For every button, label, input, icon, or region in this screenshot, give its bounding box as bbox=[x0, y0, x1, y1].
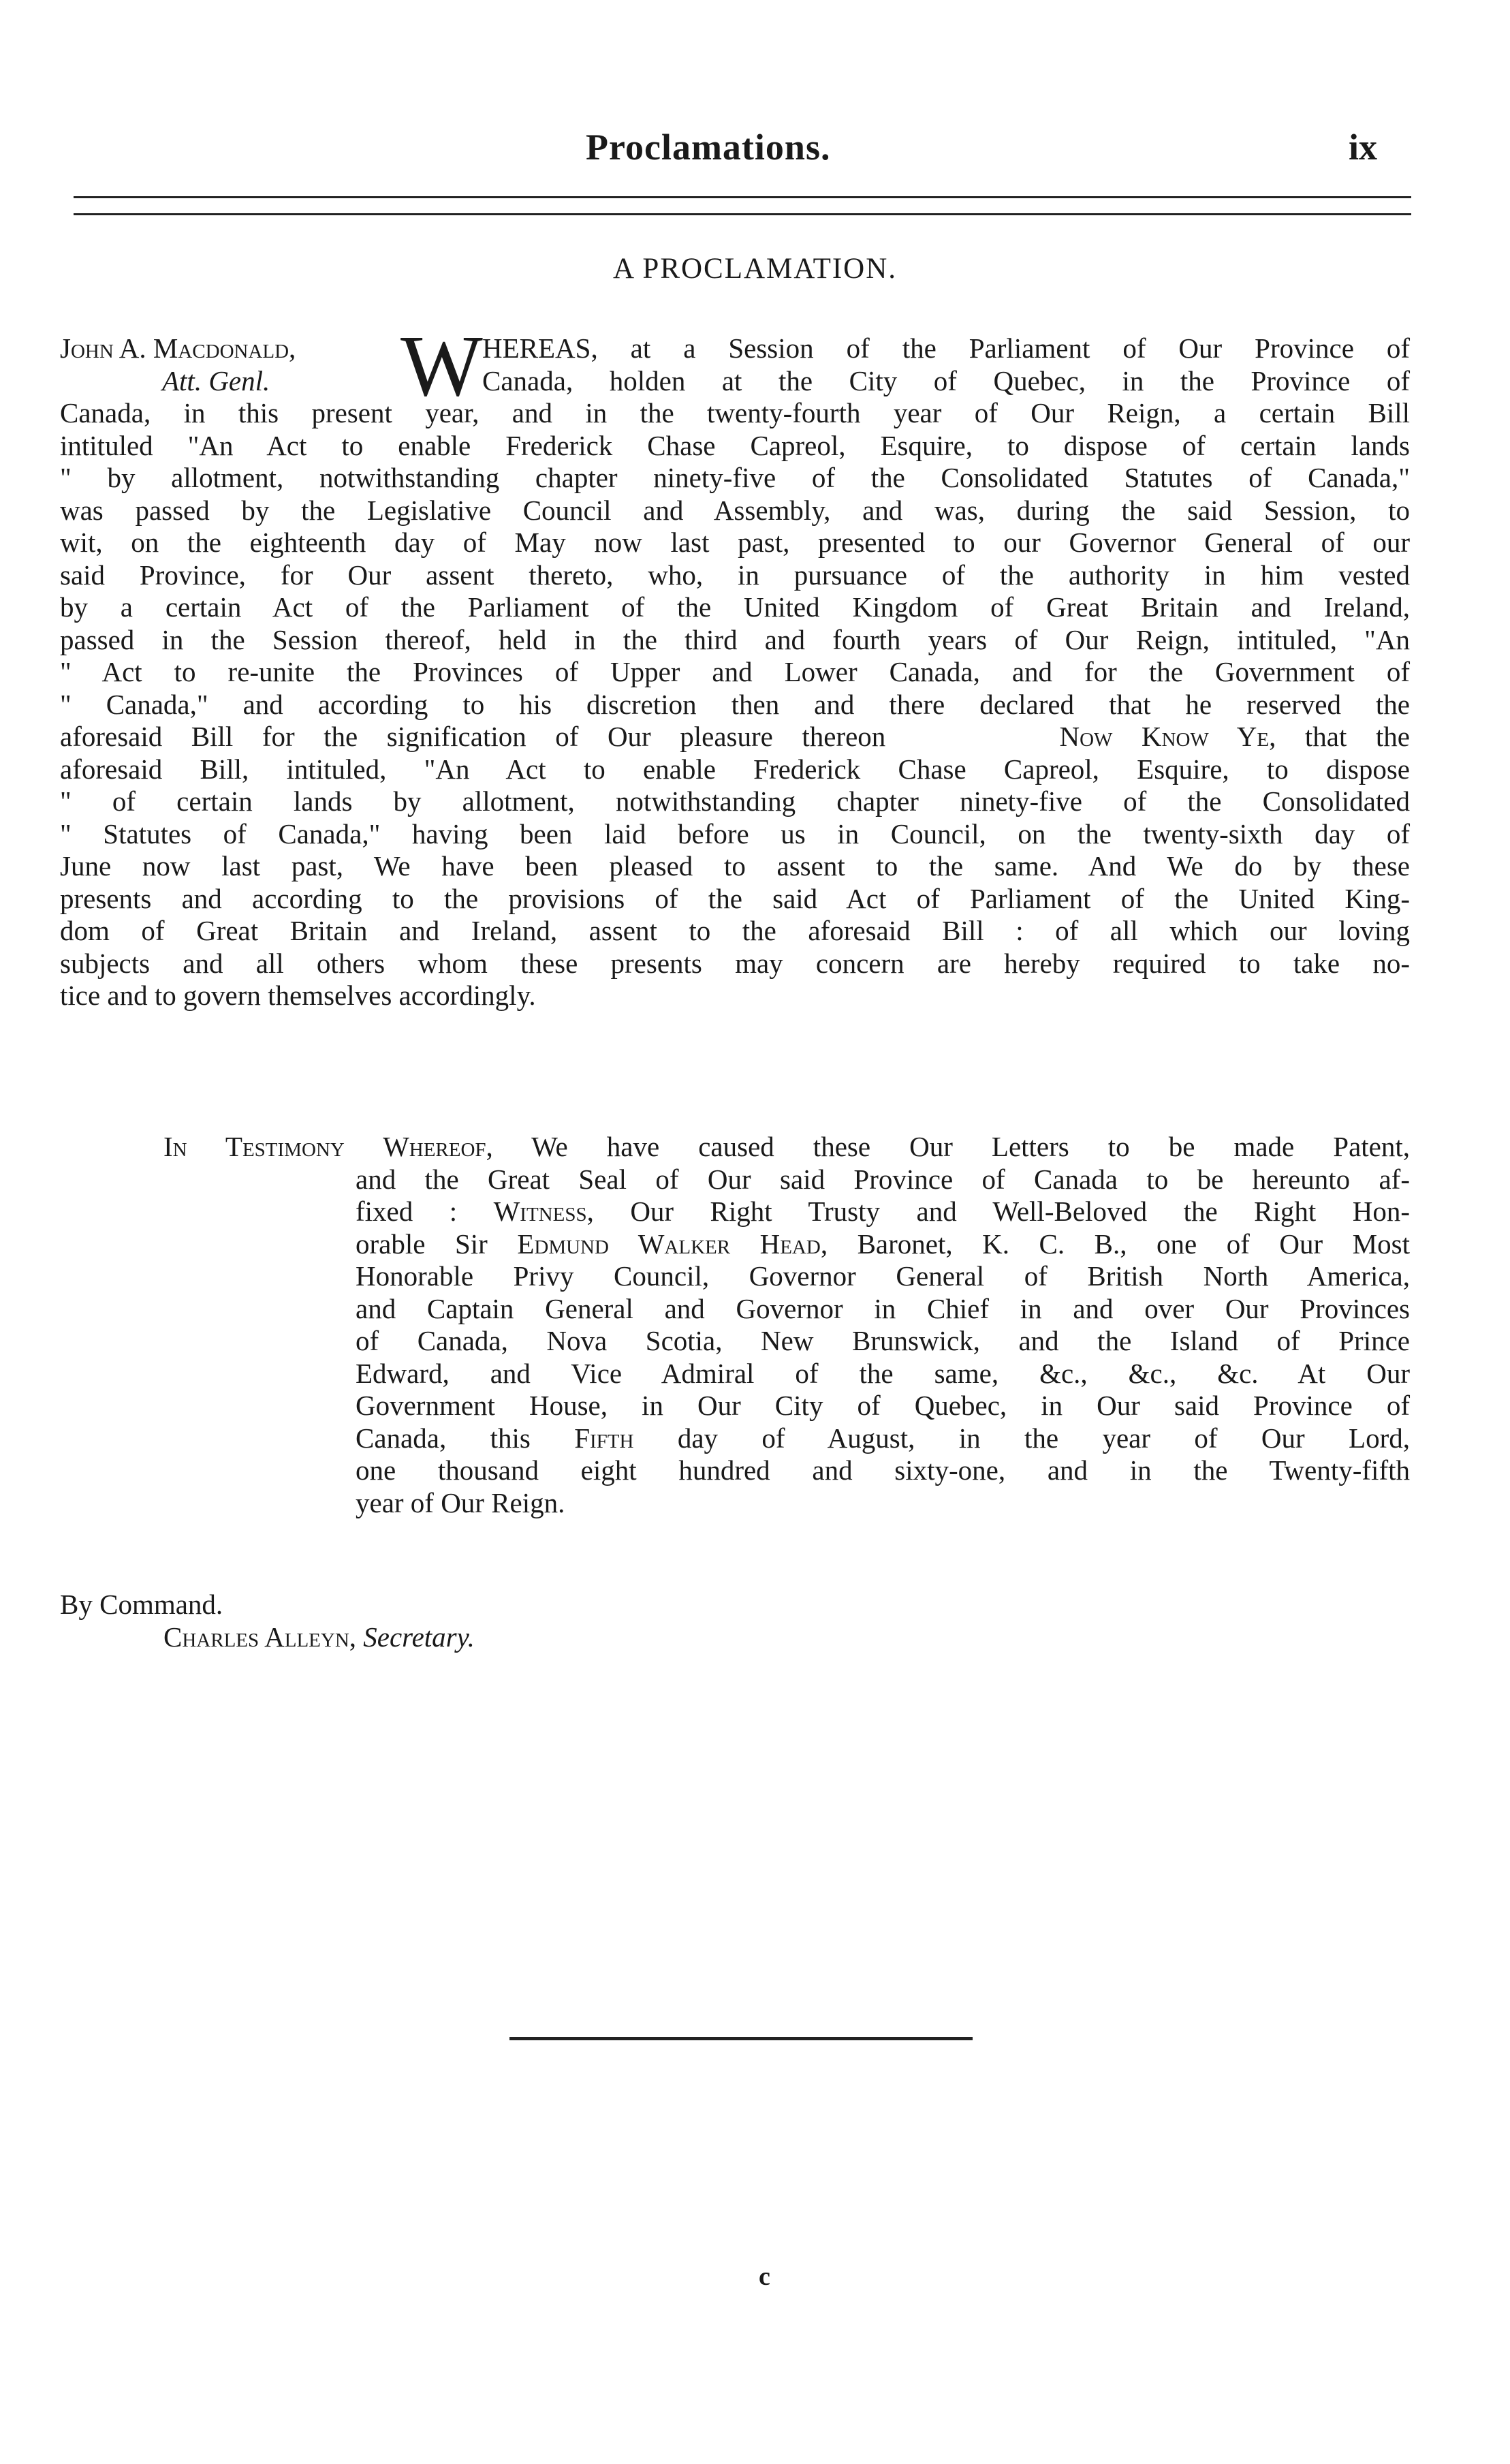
body-line-text: aforesaid Bill for the signification of Our pleasure thereon bbox=[60, 721, 886, 752]
testimony-line-text: Canada, this bbox=[356, 1422, 531, 1454]
testimony-line: Honorable Privy Council, Governor General of British North America, bbox=[356, 1260, 1410, 1292]
testimony-line: and Captain General and Governor in Chief in and over Our Provinces bbox=[356, 1292, 1410, 1324]
page-number: ix bbox=[1349, 127, 1378, 168]
testimony-line-governor bbox=[356, 1228, 1410, 1261]
testimony-line: one thousand eight hundred and sixty-one, and in the Twenty-fifth bbox=[356, 1454, 1410, 1486]
fifth-label: Fifth bbox=[574, 1422, 634, 1454]
attribution bbox=[60, 332, 414, 397]
body-line: " by allotment, notwithstanding chapter ninety-five of the Consolidated Statutes of Canada," bbox=[60, 462, 1410, 493]
signatory-name: Charles Alleyn, bbox=[163, 1621, 357, 1653]
signature-block bbox=[163, 1621, 475, 1654]
body-line: intituled "An Act to enable Frederick Chase Capreol, Esquire, to dispose of certain lands bbox=[60, 429, 1410, 461]
body-line: by a certain Act of the Parliament of the United Kingdom of Great Britain and Ireland, bbox=[60, 591, 1410, 623]
body-line: June now last past, We have been pleased to assent to the same. And We do by these bbox=[60, 850, 1410, 882]
opening-line: Canada, holden at the City of Quebec, in the Province of bbox=[482, 364, 1410, 396]
testimony-line: year of Our Reign. bbox=[356, 1486, 565, 1518]
testimony-clause bbox=[163, 1131, 1410, 1519]
header-double-rule bbox=[74, 196, 1411, 215]
by-command: By Command. bbox=[60, 1589, 223, 1620]
testimony-line: of Canada, Nova Scotia, New Brunswick, and the Island of Prince bbox=[356, 1325, 1410, 1356]
body-line: tice and to govern themselves accordingly. bbox=[60, 980, 536, 1011]
body-line: aforesaid Bill, intituled, "An Act to enable Frederick Chase Capreol, Esquire, to dispose bbox=[60, 753, 1410, 785]
body-line: dom of Great Britain and Ireland, assent to the aforesaid Bill : of all which our loving bbox=[60, 915, 1410, 946]
signature-mark: c bbox=[759, 2262, 770, 2291]
testimony-first-line bbox=[163, 1131, 1410, 1164]
testimony-line: Government House, in Our City of Quebec, in Our said Province of bbox=[356, 1390, 1410, 1421]
witness-label: Witness, bbox=[493, 1196, 594, 1227]
opening-line: HEREAS, at a Session of the Parliament of Our Province of bbox=[482, 332, 1410, 364]
that-the: that the bbox=[1304, 721, 1411, 752]
signatory-role: Secretary. bbox=[363, 1621, 475, 1653]
testimony-line-date bbox=[356, 1422, 1410, 1455]
running-head bbox=[0, 126, 1510, 174]
testimony-line-text: Our Right Trusty and Well-Beloved the Right Hon- bbox=[630, 1196, 1411, 1227]
body-line-now-know-ye bbox=[60, 721, 1410, 753]
testimony-line: Edward, and Vice Admiral of the same, &c., &c., &c. At Our bbox=[356, 1357, 1410, 1389]
body-line: was passed by the Legislative Council and Assembly, and was, during the said Session, to bbox=[60, 494, 1410, 526]
testimony-line-text: , Baronet, K. C. B., one of Our Most bbox=[820, 1228, 1410, 1260]
attribution-name: John A. Macdonald, bbox=[60, 332, 296, 364]
testimony-line-text: day of August, in the year of Our Lord, bbox=[677, 1422, 1410, 1454]
testimony-lead: In Testimony Whereof, bbox=[163, 1131, 493, 1162]
proclamation-body bbox=[60, 397, 1410, 1012]
drop-cap: W bbox=[400, 317, 483, 414]
running-title: Proclamations. bbox=[586, 127, 831, 168]
body-line: wit, on the eighteenth day of May now last past, presented to our Governor General of our bbox=[60, 527, 1410, 558]
body-line: Canada, in this present year, and in the twenty-fourth year of Our Reign, a certain Bill bbox=[60, 397, 1410, 428]
end-rule bbox=[509, 2037, 973, 2040]
body-line: presents and according to the provisions of the said Act of Parliament of the United King- bbox=[60, 882, 1410, 914]
testimony-line-text: We have caused these Our Letters to be made Patent, bbox=[531, 1131, 1410, 1162]
body-line: passed in the Session thereof, held in the third and fourth years of Our Reign, intituled, "An bbox=[60, 623, 1410, 655]
opening-lines bbox=[482, 332, 1410, 397]
testimony-line: and the Great Seal of Our said Province of Canada to be hereunto af- bbox=[356, 1163, 1410, 1195]
proclamation-heading: A PROCLAMATION. bbox=[612, 253, 898, 285]
testimony-line-witness bbox=[356, 1196, 1410, 1228]
body-line: " Act to re-unite the Provinces of Upper and Lower Canada, and for the Government of bbox=[60, 656, 1410, 687]
body-line: subjects and all others whom these presents may concern are hereby required to take no- bbox=[60, 947, 1410, 979]
body-line: " of certain lands by allotment, notwithstanding chapter ninety-five of the Consolidated bbox=[60, 785, 1410, 817]
body-line: " Canada," and according to his discretion then and there declared that he reserved the bbox=[60, 688, 1410, 720]
governor-name: Edmund Walker Head bbox=[517, 1228, 821, 1260]
testimony-line-text: fixed : bbox=[356, 1196, 458, 1227]
attribution-title: Att. Genl. bbox=[162, 364, 270, 396]
body-line: " Statutes of Canada," having been laid before us in Council, on the twenty-sixth day of bbox=[60, 817, 1410, 849]
body-line: said Province, for Our assent thereto, who, in pursuance of the authority in him vested bbox=[60, 559, 1410, 591]
now-know-ye: Now Know Ye, bbox=[1059, 721, 1276, 752]
testimony-line-text: orable Sir bbox=[356, 1228, 488, 1260]
